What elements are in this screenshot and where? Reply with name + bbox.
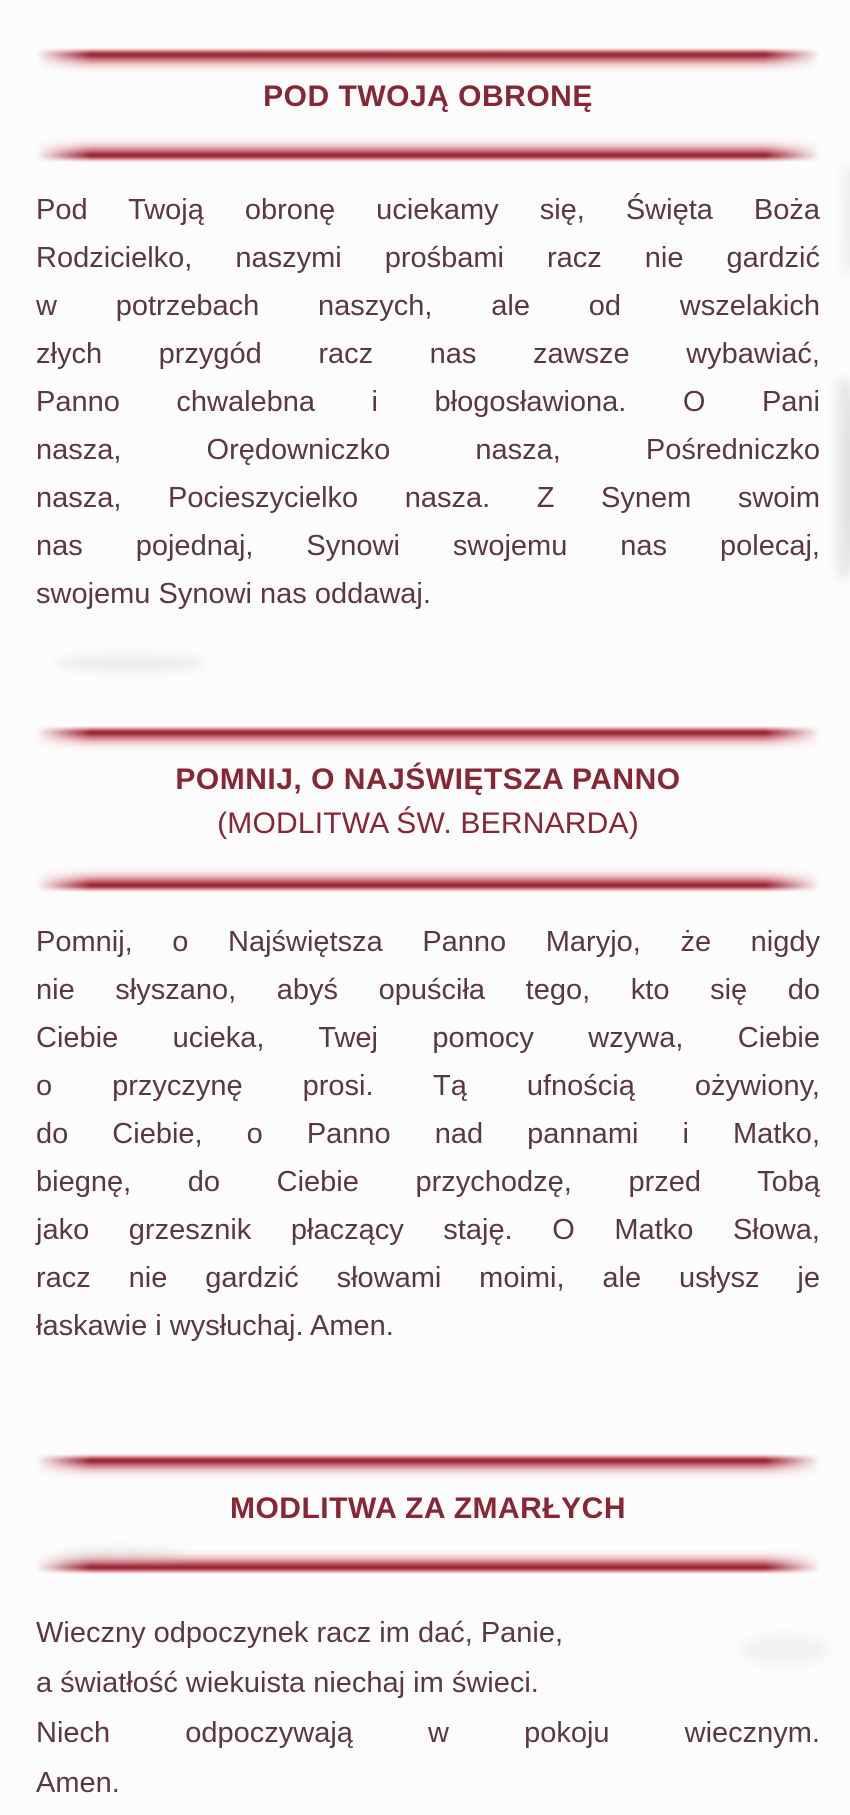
decorative-rule-top	[36, 1454, 820, 1480]
prayer-line: złych przygód racz nas zawsze wybawiać,	[36, 338, 820, 371]
section-title: POD TWOJĄ OBRONĘ	[263, 80, 593, 113]
prayer-line: a światłość wiekuista niechaj im świeci.	[36, 1667, 539, 1700]
prayer-line: racz nie gardzić słowami moimi, ale usłysz je	[36, 1262, 820, 1295]
decorative-rule-top	[36, 726, 820, 752]
prayer-line: biegnę, do Ciebie przychodzę, przed Tobą	[36, 1166, 820, 1199]
prayer-line: Wieczny odpoczynek racz im dać, Panie,	[36, 1617, 564, 1650]
section-title-main: POMNIJ, O NAJŚWIĘTSZA PANNO	[175, 763, 681, 797]
scan-smudge	[838, 165, 850, 275]
prayer-line: swojemu Synowi nas oddawaj.	[36, 578, 431, 611]
decorative-rule-top	[36, 48, 820, 74]
prayer-line: nie słyszano, abyś opuściła tego, kto się do	[36, 974, 820, 1007]
prayer-line: Pomnij, o Najświętsza Panno Maryjo, że nigdy	[36, 926, 820, 959]
prayer-section-modlitwa-za-zmarlych	[36, 1454, 820, 1808]
prayer-line: nasza, Orędowniczko nasza, Pośredniczko	[36, 434, 820, 467]
scan-smudge	[830, 378, 850, 578]
section-subtitle: (MODLITWA ŚW. BERNARDA)	[217, 807, 639, 841]
prayer-line: Ciebie ucieka, Twej pomocy wzywa, Ciebie	[36, 1022, 820, 1055]
prayer-line: w potrzebach naszych, ale od wszelakich	[36, 290, 820, 323]
prayer-line: jako grzesznik płaczący staję. O Matko Słowa,	[36, 1214, 820, 1247]
section-title: MODLITWA ZA ZMARŁYCH	[229, 1492, 627, 1526]
prayer-line: nasza, Pocieszycielko nasza. Z Synem swoim	[36, 482, 820, 515]
prayer-line: łaskawie i wysłuchaj. Amen.	[36, 1310, 394, 1343]
prayer-line: o przyczynę prosi. Tą ufnością ożywiony,	[36, 1070, 820, 1103]
prayer-line: Panno chwalebna i błogosławiona. O Pani	[36, 386, 820, 419]
section-title	[36, 758, 820, 846]
prayer-line: Amen.	[36, 1767, 120, 1800]
scan-smudge	[55, 655, 205, 671]
decorative-rule-bottom	[36, 866, 820, 892]
prayer-text	[36, 918, 820, 1350]
prayer-section-pomnij-o-najswietsza-panno	[36, 726, 820, 1350]
prayer-section-pod-twoja-obrone	[36, 48, 820, 618]
prayer-line: Rodzicielko, naszymi prośbami racz nie gardzić	[36, 242, 820, 275]
prayer-line: nas pojednaj, Synowi swojemu nas polecaj,	[36, 530, 820, 563]
prayer-line: Pod Twoją obronę uciekamy się, Święta Boża	[36, 194, 820, 227]
prayer-line: do Ciebie, o Panno nad pannami i Matko,	[36, 1118, 820, 1151]
prayer-text	[36, 186, 820, 618]
prayer-line: Niech odpoczywają w pokoju wiecznym.	[36, 1717, 820, 1750]
decorative-rule-bottom	[36, 1548, 820, 1574]
prayer-text	[36, 1608, 820, 1808]
decorative-rule-bottom	[36, 136, 820, 162]
